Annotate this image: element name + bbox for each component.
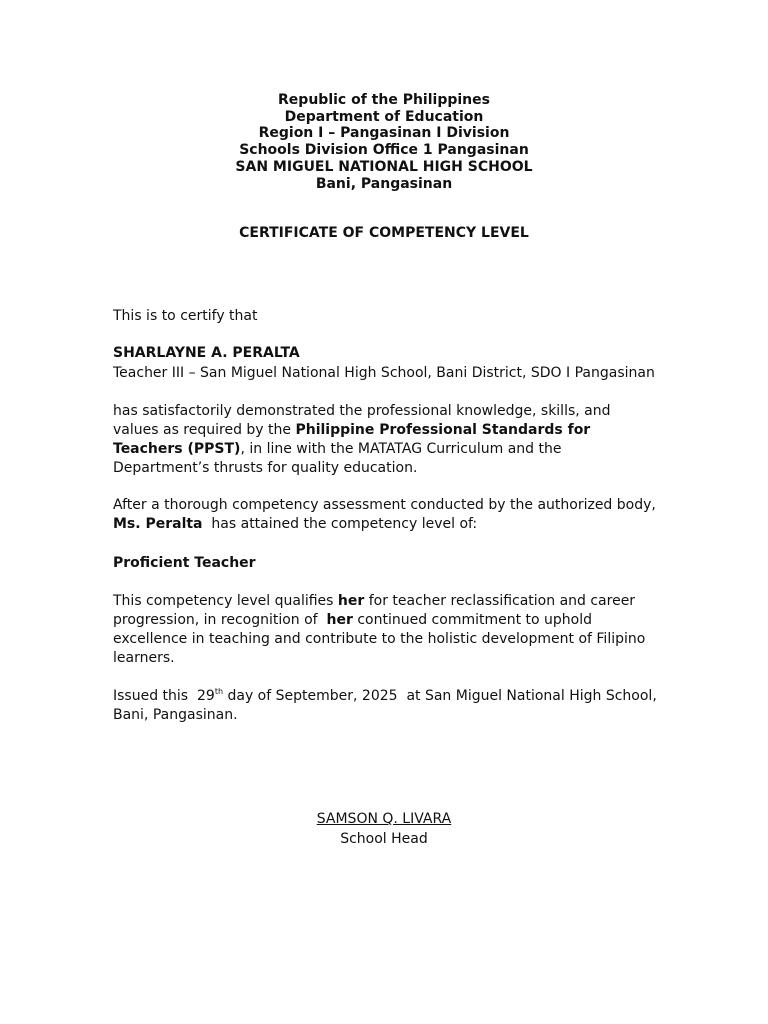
- signatory-title: School Head: [340, 831, 428, 847]
- issued-statement: [113, 687, 662, 725]
- letterhead: [0, 92, 768, 192]
- letterhead-division-office: Schools Division Office 1 Pangasinan: [239, 142, 529, 159]
- issued-text-2: day of September, 2025 at San Miguel National High School, Bani, Pangasinan.: [113, 688, 662, 723]
- recipient-name: SHARLAYNE A. PERALTA: [113, 345, 300, 361]
- letterhead-country: Republic of the Philippines: [278, 92, 490, 108]
- pronoun-her-2: her: [326, 612, 353, 628]
- letterhead-department: Department of Education: [284, 108, 484, 125]
- paragraph-qualification: [113, 592, 658, 668]
- signature-block: [0, 809, 768, 849]
- paragraph-qualification-text-3: continued commitment to uphold excellence in teaching and contribute to the holistic development of Filipino learners.: [113, 612, 646, 666]
- competency-level: Proficient Teacher: [113, 555, 256, 571]
- paragraph-demonstrated-text-2: , in line with the MATATAG Curriculum and the Department’s thrusts for quality education.: [113, 441, 562, 476]
- pronoun-her-1: her: [337, 593, 365, 609]
- paragraph-demonstrated: [113, 402, 658, 478]
- certify-intro: This is to certify that: [113, 308, 258, 324]
- issued-text-1: Issued this 29: [113, 688, 215, 704]
- signatory-name: SAMSON Q. LIVARA: [316, 811, 452, 827]
- paragraph-qualification-text-2: for teacher reclassification and career progression, in recognition of: [113, 593, 640, 628]
- paragraph-assessment-text-2: has attained the competency level of:: [202, 516, 478, 532]
- ppst-standard: Philippine Professional Standards for Teachers (PPST): [113, 422, 591, 457]
- recipient-position: Teacher III – San Miguel National High School, Bani District, SDO I Pangasinan: [113, 365, 655, 381]
- paragraph-assessment-text-1: After a thorough competency assessment conducted by the authorized body,: [113, 497, 656, 513]
- paragraph-qualification-text-1: This competency level qualifies: [113, 593, 338, 609]
- issued-ordinal-suffix: th: [214, 687, 224, 696]
- certificate-title: CERTIFICATE OF COMPETENCY LEVEL: [239, 225, 529, 241]
- paragraph-demonstrated-text-1: has satisfactorily demonstrated the professional knowledge, skills, and values as required by the: [113, 403, 611, 438]
- letterhead-location: Bani, Pangasinan: [315, 175, 453, 192]
- paragraph-assessment: [113, 496, 658, 534]
- letterhead-school: SAN MIGUEL NATIONAL HIGH SCHOOL: [235, 158, 533, 175]
- letterhead-region: Region I – Pangasinan I Division: [258, 125, 510, 142]
- recipient-short-name: Ms. Peralta: [113, 516, 203, 532]
